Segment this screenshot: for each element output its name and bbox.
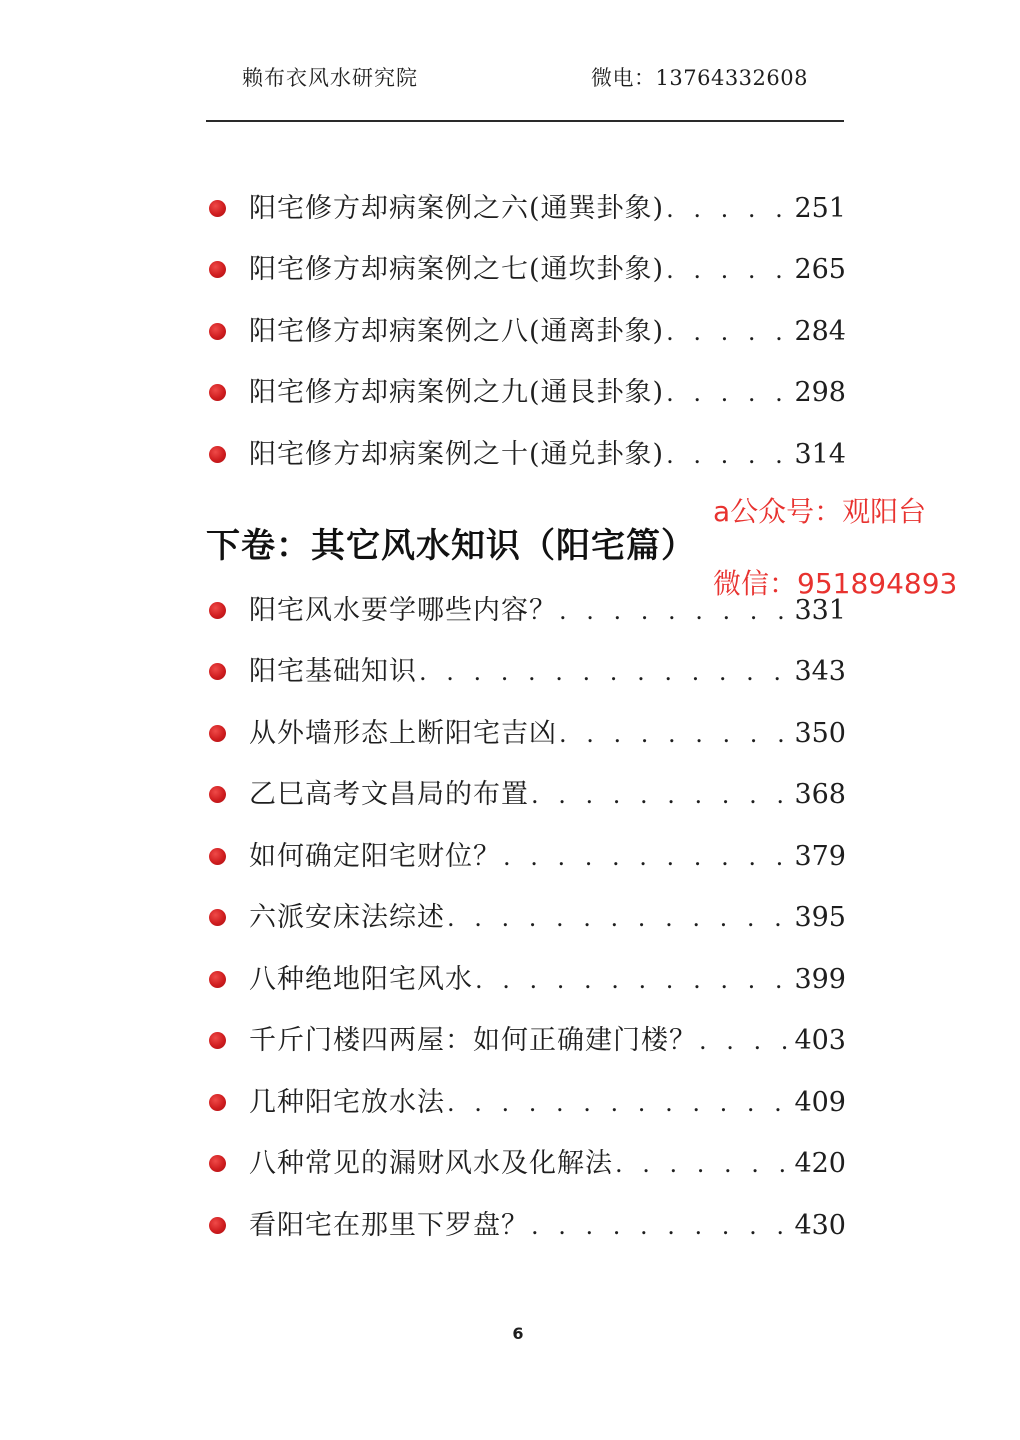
bullet-icon: [209, 725, 226, 742]
bullet-icon: [209, 848, 226, 865]
bullet-icon: [209, 1094, 226, 1111]
dot-leader: [666, 192, 792, 226]
dot-leader: [447, 901, 792, 935]
dot-leader: [447, 1086, 792, 1120]
toc-entry-page: 284: [794, 315, 846, 347]
publisher-name: 赖布衣风水研究院: [242, 66, 418, 90]
toc-entry[interactable]: [206, 178, 846, 240]
toc-entry[interactable]: [206, 1134, 846, 1196]
toc-entry[interactable]: [206, 703, 846, 765]
dot-leader: [615, 1147, 792, 1181]
toc-entry[interactable]: [206, 301, 846, 363]
bullet-icon: [209, 786, 226, 803]
toc-entry-title: 千斤门楼四两屋：如何正确建门楼？: [249, 1025, 697, 1057]
dot-leader: [666, 438, 792, 472]
toc-row: [249, 655, 846, 689]
toc-list-part2: [206, 580, 846, 1257]
toc-entry-title: 八种绝地阳宅风水: [249, 963, 473, 995]
toc-row: [249, 717, 846, 751]
bullet-icon: [209, 602, 226, 619]
bullet-icon: [209, 384, 226, 401]
toc-entry-title: 六派安床法综述: [249, 902, 445, 934]
toc-entry[interactable]: [206, 949, 846, 1011]
header-divider: [206, 120, 844, 122]
toc-entry-page: 265: [794, 254, 846, 286]
toc-entry-title: 阳宅修方却病案例之十(通兑卦象): [249, 438, 665, 470]
toc-row: [249, 1086, 846, 1120]
toc-entry-page: 343: [794, 656, 846, 688]
dot-leader: [666, 315, 792, 349]
dot-leader: [559, 717, 792, 751]
toc-entry[interactable]: [206, 363, 846, 425]
toc-entry[interactable]: [206, 765, 846, 827]
toc-entry-title: 阳宅基础知识: [249, 656, 417, 688]
toc-entry-page: 395: [794, 902, 846, 934]
toc-entry-title: 阳宅风水要学哪些内容？: [249, 594, 557, 626]
toc-row: [249, 840, 846, 874]
toc-row: [249, 192, 846, 226]
toc-entry[interactable]: [206, 240, 846, 302]
toc-entry[interactable]: [206, 642, 846, 704]
toc-entry-page: 403: [794, 1025, 846, 1057]
toc-row: [249, 1024, 846, 1058]
dot-leader: [666, 376, 792, 410]
toc-entry[interactable]: [206, 1072, 846, 1134]
toc-row: [249, 438, 846, 472]
dot-leader: [475, 963, 792, 997]
toc-entry-title: 看阳宅在那里下罗盘？: [249, 1209, 529, 1241]
bullet-icon: [209, 909, 226, 926]
dot-leader: [531, 778, 792, 812]
contact-phone: 微电：13764332608: [591, 66, 808, 90]
dot-leader: [419, 655, 792, 689]
toc-entry-title: 从外墙形态上断阳宅吉凶: [249, 717, 557, 749]
bullet-icon: [209, 446, 226, 463]
toc-entry[interactable]: [206, 424, 846, 486]
bullet-icon: [209, 663, 226, 680]
toc-row: [249, 376, 846, 410]
toc-entry-page: 409: [794, 1086, 846, 1118]
page-header: [206, 60, 844, 100]
bullet-icon: [209, 1217, 226, 1234]
toc-entry-page: 420: [794, 1148, 846, 1180]
toc-entry-title: 几种阳宅放水法: [249, 1086, 445, 1118]
toc-entry-page: 368: [794, 779, 846, 811]
dot-leader: [531, 1209, 792, 1243]
toc-entry[interactable]: [206, 826, 846, 888]
toc-entry-title: 阳宅修方却病案例之六(通巽卦象): [249, 192, 665, 224]
toc-row: [249, 1147, 846, 1181]
toc-entry-page: 350: [794, 717, 846, 749]
toc-entry-page: 251: [794, 192, 846, 224]
watermark-account: a公众号：观阳台: [713, 495, 927, 528]
toc-entry-page: 430: [794, 1209, 846, 1241]
toc-row: [249, 1209, 846, 1243]
bullet-icon: [209, 200, 226, 217]
toc-entry-title: 阳宅修方却病案例之八(通离卦象): [249, 315, 665, 347]
toc-entry-page: 399: [794, 963, 846, 995]
dot-leader: [699, 1024, 792, 1058]
toc-entry-page: 298: [794, 377, 846, 409]
toc-entry-page: 314: [794, 438, 846, 470]
bullet-icon: [209, 323, 226, 340]
toc-entry-title: 阳宅修方却病案例之七(通坎卦象): [249, 254, 665, 286]
toc-entry[interactable]: [206, 888, 846, 950]
toc-entry-title: 乙巳高考文昌局的布置: [249, 779, 529, 811]
toc-entry-page: 379: [794, 840, 846, 872]
toc-list-part1: [206, 178, 846, 486]
toc-entry-title: 八种常见的漏财风水及化解法: [249, 1148, 613, 1180]
watermark-wechat: 微信：951894893: [713, 567, 958, 600]
bullet-icon: [209, 261, 226, 278]
toc-entry-title: 如何确定阳宅财位？: [249, 840, 501, 872]
bullet-icon: [209, 1032, 226, 1049]
toc-row: [249, 901, 846, 935]
bullet-icon: [209, 1155, 226, 1172]
toc-entry[interactable]: [206, 1011, 846, 1073]
toc-entry[interactable]: [206, 1195, 846, 1257]
page-number: 6: [512, 1324, 524, 1343]
toc-row: [249, 778, 846, 812]
bullet-icon: [209, 971, 226, 988]
toc-row: [249, 963, 846, 997]
toc-entry-title: 阳宅修方却病案例之九(通艮卦象): [249, 377, 665, 409]
toc-row: [249, 253, 846, 287]
toc-row: [249, 315, 846, 349]
dot-leader: [503, 840, 792, 874]
toc-entry-page: 331: [794, 594, 846, 626]
dot-leader: [666, 253, 792, 287]
section-heading: 下卷：其它风水知识（阳宅篇）: [206, 526, 696, 566]
